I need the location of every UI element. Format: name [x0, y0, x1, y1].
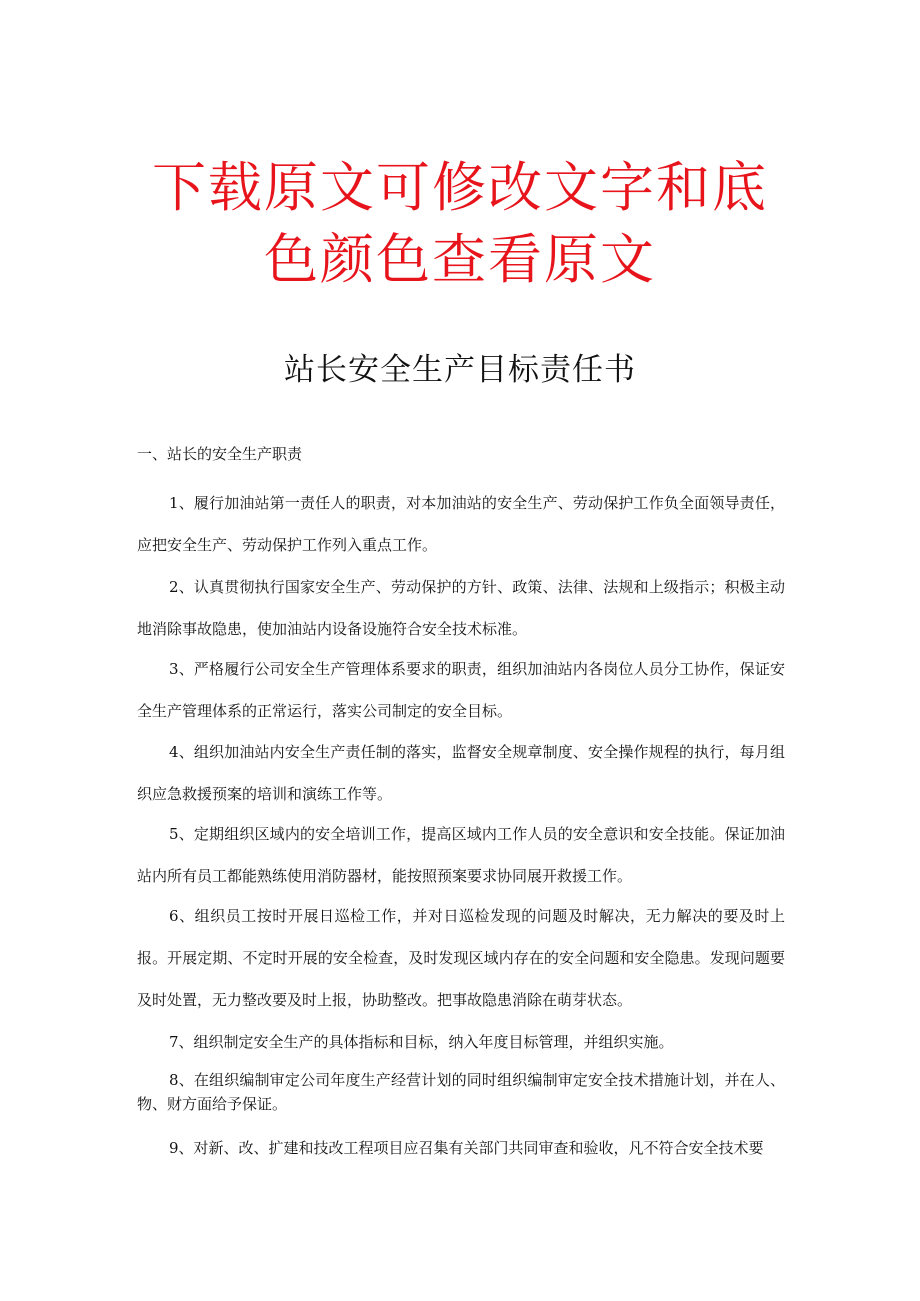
paragraph-text: 4、组织加油站内安全生产责任制的落实，监督安全规章制度、安全操作规程的执行，每月组织应急救援预案的培训和演练工作等。	[137, 743, 785, 803]
section-heading: 一、站长的安全生产职责	[137, 445, 303, 463]
paragraph-1	[137, 482, 785, 566]
paragraph-text: 7、组织制定安全生产的具体指标和目标，纳入年度目标管理，并组织实施。	[169, 1033, 674, 1051]
paragraph-text: 1、履行加油站第一责任人的职责，对本加油站的安全生产、劳动保护工作负全面领导责任，应把安全生产、劳动保护工作列入重点工作。	[137, 494, 785, 554]
paragraph-text: 3、严格履行公司安全生产管理体系要求的职责，组织加油站内各岗位人员分工协作，保证安全生产管理体系的正常运行，落实公司制定的安全目标。	[137, 660, 785, 720]
paragraph-9	[137, 1127, 785, 1169]
paragraph-8	[137, 1068, 785, 1116]
paragraph-4	[137, 731, 785, 815]
download-banner-line-1: 下载原文可修改文字和底	[152, 156, 768, 219]
paragraph-text: 6、组织员工按时开展日巡检工作，并对日巡检发现的问题及时解决，无力解决的要及时上报。开展定期、不定时开展的安全检查，及时发现区域内存在的安全问题和安全隐患。发现问题要及时处置，无力整改要及时上报，协助整改。把事故隐患消除在萌芽状态。	[137, 907, 785, 1009]
paragraph-6	[137, 895, 785, 1021]
paragraph-7	[137, 1021, 785, 1063]
paragraph-text: 9、对新、改、扩建和技改工程项目应召集有关部门共同审查和验收，凡不符合安全技术要	[169, 1139, 764, 1157]
download-banner-line-2: 色颜色查看原文	[264, 228, 656, 291]
paragraph-text: 2、认真贯彻执行国家安全生产、劳动保护的方针、政策、法律、法规和上级指示；积极主动地消除事故隐患，使加油站内设备设施符合安全技术标准。	[137, 578, 785, 638]
paragraph-text: 8、在组织编制审定公司年度生产经营计划的同时组织编制审定安全技术措施计划，并在人、物、财方面给予保证。	[137, 1071, 785, 1113]
paragraph-5	[137, 813, 785, 897]
document-title: 站长安全生产目标责任书	[284, 352, 636, 388]
paragraph-text: 5、定期组织区域内的安全培训工作，提高区域内工作人员的安全意识和安全技能。保证加油站内所有员工都能熟练使用消防器材，能按照预案要求协同展开救援工作。	[137, 825, 785, 885]
paragraph-3	[137, 648, 785, 732]
paragraph-2	[137, 566, 785, 650]
